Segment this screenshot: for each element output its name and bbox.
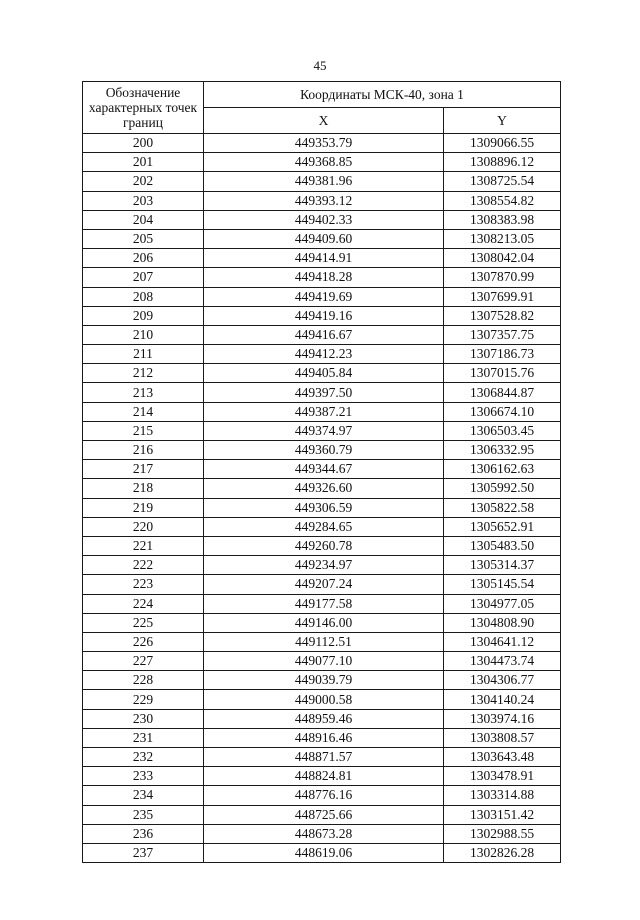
point-id-cell: 223 [83, 575, 204, 594]
table-row [83, 767, 561, 786]
x-coordinate-cell: 448824.81 [204, 767, 444, 786]
point-id-cell: 219 [83, 498, 204, 517]
point-id-cell: 218 [83, 479, 204, 498]
table-row [83, 210, 561, 229]
point-id-cell: 209 [83, 306, 204, 325]
point-id-cell: 205 [83, 229, 204, 248]
table-row [83, 594, 561, 613]
x-coordinate-cell: 449260.78 [204, 536, 444, 555]
y-coordinate-cell: 1306162.63 [444, 460, 561, 479]
x-coordinate-cell: 449414.91 [204, 249, 444, 268]
table-row [83, 287, 561, 306]
point-id-cell: 230 [83, 709, 204, 728]
y-coordinate-cell: 1304473.74 [444, 652, 561, 671]
table-row [83, 498, 561, 517]
point-id-cell: 214 [83, 402, 204, 421]
point-id-cell: 212 [83, 364, 204, 383]
x-coordinate-cell: 449405.84 [204, 364, 444, 383]
y-coordinate-cell: 1303974.16 [444, 709, 561, 728]
table-row [83, 652, 561, 671]
table-row [83, 690, 561, 709]
x-coordinate-cell: 449416.67 [204, 325, 444, 344]
table-row [83, 536, 561, 555]
y-coordinate-cell: 1308725.54 [444, 172, 561, 191]
point-id-cell: 216 [83, 441, 204, 460]
table-row [83, 229, 561, 248]
y-coordinate-cell: 1307870.99 [444, 268, 561, 287]
x-coordinate-cell: 448871.57 [204, 748, 444, 767]
y-coordinate-cell: 1303314.88 [444, 786, 561, 805]
table-row [83, 671, 561, 690]
point-id-cell: 217 [83, 460, 204, 479]
x-coordinate-cell: 449368.85 [204, 153, 444, 172]
y-coordinate-cell: 1304641.12 [444, 632, 561, 651]
table-row [83, 613, 561, 632]
y-coordinate-cell: 1305992.50 [444, 479, 561, 498]
x-coordinate-cell: 449402.33 [204, 210, 444, 229]
point-id-cell: 202 [83, 172, 204, 191]
table-row [83, 383, 561, 402]
x-coordinate-cell: 449412.23 [204, 345, 444, 364]
x-coordinate-cell: 449387.21 [204, 402, 444, 421]
point-id-cell: 237 [83, 843, 204, 862]
y-coordinate-cell: 1307528.82 [444, 306, 561, 325]
table-row [83, 479, 561, 498]
y-coordinate-cell: 1308213.05 [444, 229, 561, 248]
x-coordinate-cell: 449393.12 [204, 191, 444, 210]
point-id-cell: 228 [83, 671, 204, 690]
table-row [83, 517, 561, 536]
point-id-cell: 206 [83, 249, 204, 268]
x-coordinate-cell: 449419.16 [204, 306, 444, 325]
point-id-cell: 200 [83, 134, 204, 153]
table-row [83, 364, 561, 383]
x-coordinate-cell: 449409.60 [204, 229, 444, 248]
y-coordinate-cell: 1308383.98 [444, 210, 561, 229]
y-coordinate-cell: 1307699.91 [444, 287, 561, 306]
point-id-cell: 234 [83, 786, 204, 805]
y-coordinate-cell: 1304306.77 [444, 671, 561, 690]
point-id-cell: 215 [83, 421, 204, 440]
point-id-cell: 222 [83, 556, 204, 575]
point-id-cell: 236 [83, 824, 204, 843]
y-coordinate-cell: 1302988.55 [444, 824, 561, 843]
y-coordinate-cell: 1308554.82 [444, 191, 561, 210]
y-coordinate-cell: 1307186.73 [444, 345, 561, 364]
header-coordinates: Координаты МСК-40, зона 1 [204, 82, 561, 108]
y-coordinate-cell: 1308896.12 [444, 153, 561, 172]
table-row [83, 402, 561, 421]
y-coordinate-cell: 1307015.76 [444, 364, 561, 383]
y-coordinate-cell: 1306674.10 [444, 402, 561, 421]
table-row [83, 556, 561, 575]
header-y: Y [444, 108, 561, 134]
table-row [83, 575, 561, 594]
point-id-cell: 224 [83, 594, 204, 613]
x-coordinate-cell: 449344.67 [204, 460, 444, 479]
x-coordinate-cell: 449234.97 [204, 556, 444, 575]
y-coordinate-cell: 1309066.55 [444, 134, 561, 153]
y-coordinate-cell: 1305822.58 [444, 498, 561, 517]
y-coordinate-cell: 1305652.91 [444, 517, 561, 536]
x-coordinate-cell: 448619.06 [204, 843, 444, 862]
table-row [83, 441, 561, 460]
table-row [83, 728, 561, 747]
coordinates-table [82, 81, 561, 863]
point-id-cell: 204 [83, 210, 204, 229]
x-coordinate-cell: 449077.10 [204, 652, 444, 671]
table-row [83, 786, 561, 805]
x-coordinate-cell: 449207.24 [204, 575, 444, 594]
table-row [83, 805, 561, 824]
table-row [83, 843, 561, 862]
point-id-cell: 211 [83, 345, 204, 364]
point-id-cell: 207 [83, 268, 204, 287]
x-coordinate-cell: 448776.16 [204, 786, 444, 805]
x-coordinate-cell: 448959.46 [204, 709, 444, 728]
x-coordinate-cell: 449374.97 [204, 421, 444, 440]
header-x: X [204, 108, 444, 134]
table-row [83, 134, 561, 153]
x-coordinate-cell: 448673.28 [204, 824, 444, 843]
table-body [83, 134, 561, 863]
y-coordinate-cell: 1303478.91 [444, 767, 561, 786]
x-coordinate-cell: 449381.96 [204, 172, 444, 191]
y-coordinate-cell: 1304808.90 [444, 613, 561, 632]
table-row [83, 172, 561, 191]
page-number: 45 [313, 58, 327, 73]
x-coordinate-cell: 449418.28 [204, 268, 444, 287]
y-coordinate-cell: 1305314.37 [444, 556, 561, 575]
x-coordinate-cell: 449039.79 [204, 671, 444, 690]
point-id-cell: 229 [83, 690, 204, 709]
point-id-cell: 220 [83, 517, 204, 536]
table-row [83, 325, 561, 344]
point-id-cell: 225 [83, 613, 204, 632]
table-row [83, 268, 561, 287]
x-coordinate-cell: 449146.00 [204, 613, 444, 632]
point-id-cell: 221 [83, 536, 204, 555]
y-coordinate-cell: 1303643.48 [444, 748, 561, 767]
point-id-cell: 208 [83, 287, 204, 306]
table-row [83, 709, 561, 728]
y-coordinate-cell: 1305145.54 [444, 575, 561, 594]
point-id-cell: 233 [83, 767, 204, 786]
y-coordinate-cell: 1306332.95 [444, 441, 561, 460]
y-coordinate-cell: 1304140.24 [444, 690, 561, 709]
y-coordinate-cell: 1308042.04 [444, 249, 561, 268]
point-id-cell: 232 [83, 748, 204, 767]
point-id-cell: 210 [83, 325, 204, 344]
y-coordinate-cell: 1305483.50 [444, 536, 561, 555]
x-coordinate-cell: 449353.79 [204, 134, 444, 153]
table-row [83, 306, 561, 325]
y-coordinate-cell: 1302826.28 [444, 843, 561, 862]
table-row [83, 249, 561, 268]
y-coordinate-cell: 1303808.57 [444, 728, 561, 747]
x-coordinate-cell: 449284.65 [204, 517, 444, 536]
table-row [83, 748, 561, 767]
y-coordinate-cell: 1303151.42 [444, 805, 561, 824]
table-row [83, 191, 561, 210]
x-coordinate-cell: 449306.59 [204, 498, 444, 517]
point-id-cell: 226 [83, 632, 204, 651]
point-id-cell: 235 [83, 805, 204, 824]
x-coordinate-cell: 448916.46 [204, 728, 444, 747]
x-coordinate-cell: 449397.50 [204, 383, 444, 402]
x-coordinate-cell: 449177.58 [204, 594, 444, 613]
point-id-cell: 201 [83, 153, 204, 172]
x-coordinate-cell: 449000.58 [204, 690, 444, 709]
table-row [83, 421, 561, 440]
table-row [83, 460, 561, 479]
point-id-cell: 203 [83, 191, 204, 210]
y-coordinate-cell: 1304977.05 [444, 594, 561, 613]
y-coordinate-cell: 1307357.75 [444, 325, 561, 344]
table-row [83, 153, 561, 172]
x-coordinate-cell: 448725.66 [204, 805, 444, 824]
point-id-cell: 231 [83, 728, 204, 747]
table-row [83, 824, 561, 843]
y-coordinate-cell: 1306844.87 [444, 383, 561, 402]
x-coordinate-cell: 449326.60 [204, 479, 444, 498]
x-coordinate-cell: 449360.79 [204, 441, 444, 460]
x-coordinate-cell: 449419.69 [204, 287, 444, 306]
x-coordinate-cell: 449112.51 [204, 632, 444, 651]
point-id-cell: 227 [83, 652, 204, 671]
table-row [83, 632, 561, 651]
header-point-designation: Обозначение характерных точек границ [83, 82, 204, 134]
table-row [83, 345, 561, 364]
point-id-cell: 213 [83, 383, 204, 402]
y-coordinate-cell: 1306503.45 [444, 421, 561, 440]
